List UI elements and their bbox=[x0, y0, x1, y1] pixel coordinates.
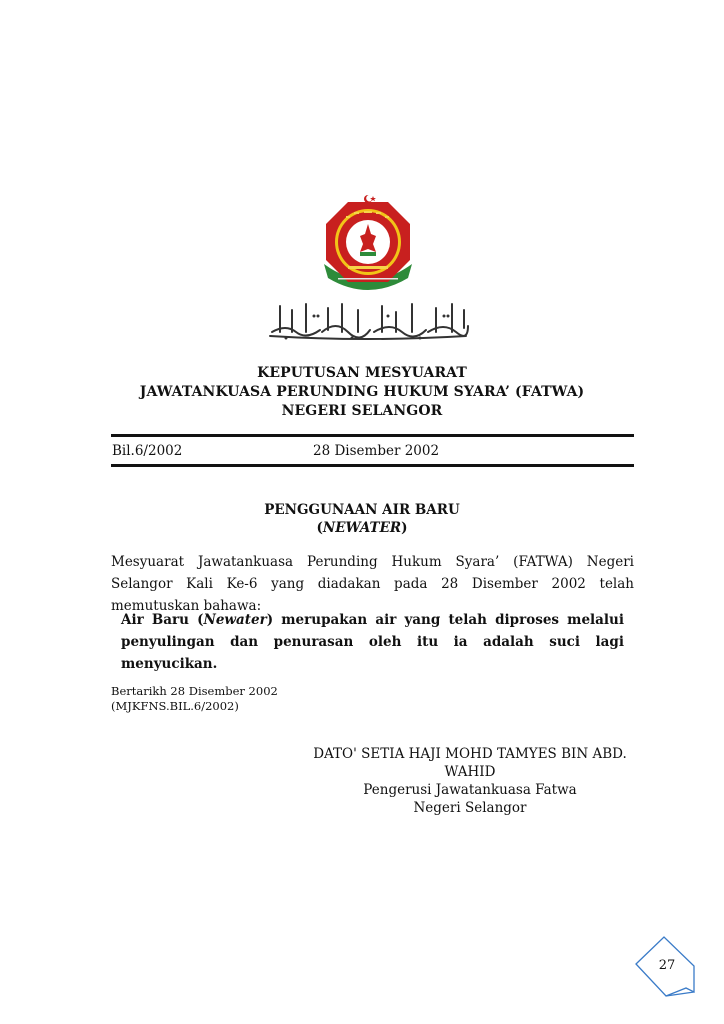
jabatan-mufti-emblem bbox=[318, 194, 418, 294]
signature-block bbox=[300, 745, 640, 817]
subject-title: PENGGUNAAN AIR BARU bbox=[264, 502, 460, 518]
bil-number: Bil.6/2002 bbox=[112, 443, 183, 459]
decision-italic: Newater bbox=[203, 612, 267, 628]
signatory-state: Negeri Selangor bbox=[413, 800, 527, 816]
decision-paragraph: Mesyuarat Jawatankuasa Perunding Hukum Syara’ (FATWA) Negeri Selangor Kali Ke-6 yang diadakan pada 28 Disember 2002 telah memutuskan bahawa: bbox=[111, 554, 634, 614]
page-number: 27 bbox=[658, 958, 676, 973]
signatory-name: DATO' SETIA HAJI MOHD TAMYES BIN ABD. WAHID bbox=[313, 746, 627, 780]
subject-subtitle-italic: NEWATER bbox=[322, 520, 402, 536]
meeting-date: 28 Disember 2002 bbox=[313, 443, 440, 459]
heading-line1: KEPUTUSAN MESYUARAT bbox=[257, 365, 467, 381]
dated-line: Bertarikh 28 Disember 2002 bbox=[111, 684, 278, 698]
decision-statement: Air Baru (Newater) merupakan air yang telah diproses melalui penyulingan dan penurasan oleh itu ia adalah suci lagi menyucikan. bbox=[121, 612, 624, 672]
bottom-rule bbox=[111, 464, 634, 467]
heading-line2: JAWATANKUASA PERUNDING HUKUM SYARA’ (FATWA) bbox=[139, 384, 585, 400]
page-number-badge bbox=[634, 934, 700, 998]
arabic-calligraphy-logo bbox=[266, 296, 472, 342]
heading-line3: NEGERI SELANGOR bbox=[281, 403, 443, 419]
reference-number: (MJKFNS.BIL.6/2002) bbox=[111, 699, 239, 713]
top-rule bbox=[111, 434, 634, 437]
subject-subtitle: (NEWATER) bbox=[316, 520, 408, 536]
signatory-position: Pengerusi Jawatankuasa Fatwa bbox=[363, 782, 577, 798]
